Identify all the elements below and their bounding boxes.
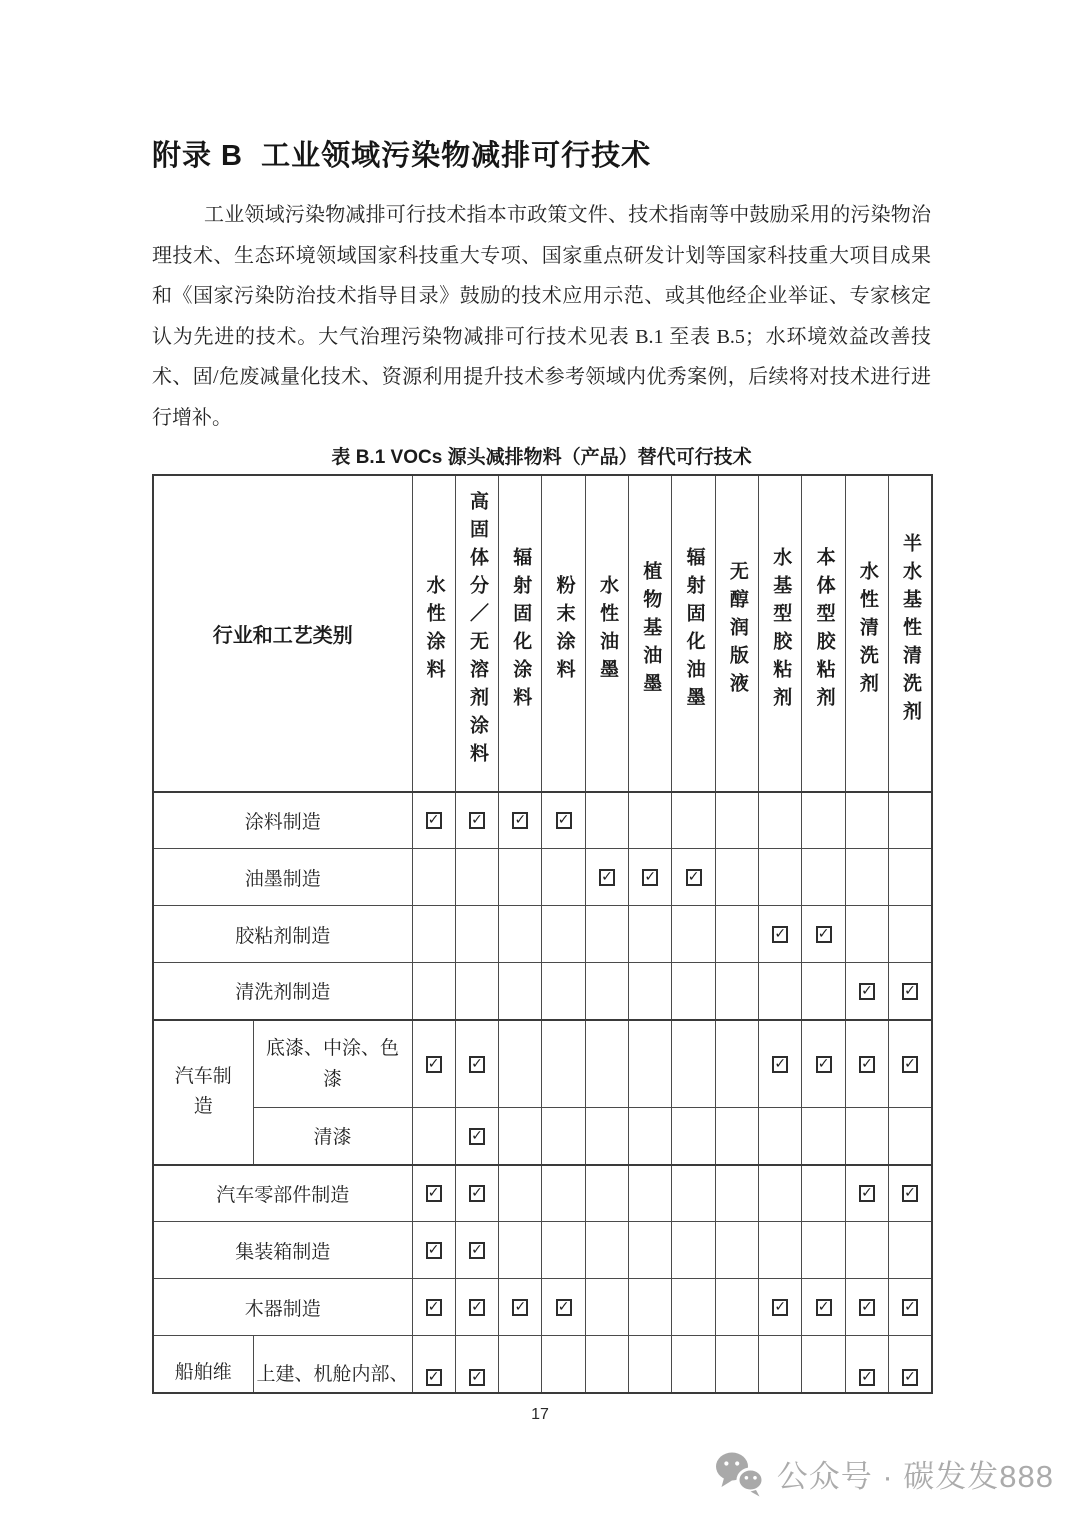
column-header-label: 高固体分／无溶剂涂料	[466, 490, 488, 771]
check-cell	[629, 1020, 672, 1108]
row-label: 汽车零部件制造	[153, 1165, 412, 1222]
check-cell	[542, 963, 585, 1020]
check-cell	[499, 792, 542, 849]
column-header	[629, 475, 672, 792]
check-cell	[889, 1020, 932, 1108]
column-header-label: 植物基油墨	[640, 560, 662, 701]
watermark	[713, 1450, 1054, 1497]
check-cell	[759, 1222, 802, 1279]
table-row	[153, 1108, 932, 1165]
check-cell	[845, 963, 888, 1020]
check-cell	[499, 1336, 542, 1393]
check-cell	[802, 849, 845, 906]
check-cell	[845, 1279, 888, 1336]
check-cell	[455, 1165, 498, 1222]
checkbox-checked-icon: ✓	[772, 926, 788, 943]
check-cell	[585, 906, 628, 963]
check-cell	[845, 906, 888, 963]
row-group-label: 汽车制造	[153, 1020, 253, 1165]
check-cell	[542, 1020, 585, 1108]
check-cell	[499, 849, 542, 906]
check-cell	[499, 1279, 542, 1336]
check-cell	[759, 1020, 802, 1108]
column-header-label: 水性清洗剂	[856, 560, 878, 701]
checkbox-checked-icon: ✓	[902, 1369, 918, 1386]
check-cell	[629, 906, 672, 963]
checkbox-checked-icon: ✓	[512, 812, 528, 829]
check-cell	[455, 1336, 498, 1393]
check-cell	[412, 1336, 455, 1393]
check-cell	[585, 1108, 628, 1165]
check-cell	[412, 1222, 455, 1279]
check-cell	[542, 1336, 585, 1393]
checkbox-checked-icon: ✓	[469, 812, 485, 829]
check-cell	[715, 906, 758, 963]
table-row	[153, 963, 932, 1020]
check-cell	[499, 1222, 542, 1279]
column-header-label: 辐射固化油墨	[683, 546, 705, 715]
column-header	[845, 475, 888, 792]
column-header	[585, 475, 628, 792]
check-cell	[542, 1279, 585, 1336]
check-cell	[715, 1336, 758, 1393]
check-cell	[672, 906, 715, 963]
checkbox-checked-icon: ✓	[426, 812, 442, 829]
check-cell	[672, 1279, 715, 1336]
check-cell	[802, 1165, 845, 1222]
check-cell	[802, 906, 845, 963]
table-row	[153, 792, 932, 849]
check-cell	[889, 849, 932, 906]
row-label: 上建、机舱内部、	[253, 1336, 412, 1393]
checkbox-checked-icon: ✓	[686, 869, 702, 886]
check-cell	[542, 792, 585, 849]
check-cell	[629, 849, 672, 906]
checkbox-checked-icon: ✓	[426, 1299, 442, 1316]
check-cell	[499, 963, 542, 1020]
table-caption: 表 B.1 VOCs 源头减排物料（产品）替代可行技术	[331, 446, 752, 468]
row-label: 木器制造	[153, 1279, 412, 1336]
checkbox-checked-icon: ✓	[772, 1299, 788, 1316]
checkbox-checked-icon: ✓	[426, 1185, 442, 1202]
checkbox-checked-icon: ✓	[642, 869, 658, 886]
checkbox-checked-icon: ✓	[469, 1056, 485, 1073]
check-cell	[759, 1279, 802, 1336]
check-cell	[585, 1336, 628, 1393]
check-cell	[845, 1165, 888, 1222]
column-header	[715, 475, 758, 792]
checkbox-checked-icon: ✓	[902, 1185, 918, 1202]
check-cell	[802, 1279, 845, 1336]
check-cell	[715, 792, 758, 849]
check-cell	[802, 1108, 845, 1165]
check-cell	[542, 906, 585, 963]
checkbox-checked-icon: ✓	[469, 1185, 485, 1202]
check-cell	[412, 792, 455, 849]
voc-substitution-table	[152, 474, 933, 1394]
check-cell	[845, 849, 888, 906]
column-header	[889, 475, 932, 792]
check-cell	[889, 1336, 932, 1393]
check-cell	[802, 1336, 845, 1393]
check-cell	[455, 906, 498, 963]
checkbox-checked-icon: ✓	[816, 1299, 832, 1316]
check-cell	[672, 849, 715, 906]
check-cell	[542, 1108, 585, 1165]
check-cell	[759, 792, 802, 849]
table-row	[153, 1279, 932, 1336]
check-cell	[889, 1279, 932, 1336]
check-cell	[542, 1165, 585, 1222]
column-header-label: 无醇润版液	[726, 560, 748, 701]
checkbox-checked-icon: ✓	[426, 1242, 442, 1259]
check-cell	[585, 1165, 628, 1222]
checkbox-checked-icon: ✓	[469, 1369, 485, 1386]
check-cell	[802, 963, 845, 1020]
page-title: 附录 B 工业领域污染物减排可行技术	[152, 140, 652, 172]
row-label: 清漆	[253, 1108, 412, 1165]
check-cell	[585, 1222, 628, 1279]
check-cell	[629, 1165, 672, 1222]
column-header-label: 水基型胶粘剂	[770, 546, 792, 715]
check-cell	[759, 849, 802, 906]
check-cell	[672, 1336, 715, 1393]
check-cell	[412, 1165, 455, 1222]
check-cell	[629, 963, 672, 1020]
check-cell	[455, 1222, 498, 1279]
wechat-logo-icon	[713, 1450, 765, 1497]
check-cell	[759, 1165, 802, 1222]
checkbox-checked-icon: ✓	[469, 1128, 485, 1145]
check-cell	[455, 849, 498, 906]
row-label: 底漆、中涂、色漆	[253, 1020, 412, 1108]
row-label: 油墨制造	[153, 849, 412, 906]
check-cell	[715, 1108, 758, 1165]
table-body	[153, 792, 932, 1393]
check-cell	[672, 963, 715, 1020]
check-cell	[889, 1222, 932, 1279]
check-cell	[629, 1336, 672, 1393]
check-cell	[412, 849, 455, 906]
column-header-label: 粉末涂料	[553, 574, 575, 687]
row-label: 涂料制造	[153, 792, 412, 849]
check-cell	[629, 792, 672, 849]
check-cell	[585, 963, 628, 1020]
row-label: 清洗剂制造	[153, 963, 412, 1020]
check-cell	[629, 1108, 672, 1165]
checkbox-checked-icon: ✓	[902, 1299, 918, 1316]
checkbox-checked-icon: ✓	[556, 1299, 572, 1316]
column-header	[412, 475, 455, 792]
row-label: 集装箱制造	[153, 1222, 412, 1279]
check-cell	[759, 906, 802, 963]
check-cell	[672, 1165, 715, 1222]
check-cell	[412, 906, 455, 963]
check-cell	[845, 1222, 888, 1279]
check-cell	[845, 1020, 888, 1108]
column-header	[672, 475, 715, 792]
check-cell	[889, 1108, 932, 1165]
check-cell	[802, 792, 845, 849]
check-cell	[715, 1020, 758, 1108]
column-header-label: 水性涂料	[423, 574, 445, 687]
checkbox-checked-icon: ✓	[599, 869, 615, 886]
check-cell	[672, 792, 715, 849]
check-cell	[585, 849, 628, 906]
check-cell	[889, 906, 932, 963]
check-cell	[455, 963, 498, 1020]
column-header	[542, 475, 585, 792]
checkbox-checked-icon: ✓	[859, 1185, 875, 1202]
check-cell	[759, 1108, 802, 1165]
check-cell	[845, 1336, 888, 1393]
row-group-label: 船舶维	[153, 1336, 253, 1393]
column-header	[802, 475, 845, 792]
checkbox-checked-icon: ✓	[859, 983, 875, 1000]
checkbox-checked-icon: ✓	[469, 1299, 485, 1316]
check-cell	[412, 1279, 455, 1336]
check-cell	[889, 1165, 932, 1222]
table-row	[153, 1336, 932, 1393]
table-row	[153, 1222, 932, 1279]
corner-header: 行业和工艺类别	[153, 475, 412, 792]
check-cell	[672, 1108, 715, 1165]
check-cell	[499, 1020, 542, 1108]
page-content	[152, 0, 931, 1394]
page-number: 17	[531, 1406, 549, 1423]
column-header	[455, 475, 498, 792]
table-row	[153, 906, 932, 963]
column-header-label: 本体型胶粘剂	[813, 546, 835, 715]
check-cell	[802, 1020, 845, 1108]
checkbox-checked-icon: ✓	[512, 1299, 528, 1316]
check-cell	[412, 1108, 455, 1165]
check-cell	[759, 963, 802, 1020]
check-cell	[845, 792, 888, 849]
check-cell	[759, 1336, 802, 1393]
check-cell	[715, 1222, 758, 1279]
check-cell	[585, 792, 628, 849]
column-header-label: 水性油墨	[596, 574, 618, 687]
watermark-label: 公众号 · 碳发发888	[776, 1459, 1054, 1494]
check-cell	[455, 1108, 498, 1165]
check-cell	[412, 1020, 455, 1108]
check-cell	[715, 963, 758, 1020]
table-row	[153, 1165, 932, 1222]
checkbox-checked-icon: ✓	[859, 1056, 875, 1073]
check-cell	[455, 792, 498, 849]
checkbox-checked-icon: ✓	[556, 812, 572, 829]
check-cell	[629, 1222, 672, 1279]
check-cell	[585, 1020, 628, 1108]
check-cell	[499, 906, 542, 963]
column-header-label: 辐射固化涂料	[510, 546, 532, 715]
check-cell	[802, 1222, 845, 1279]
checkbox-checked-icon: ✓	[816, 1056, 832, 1073]
checkbox-checked-icon: ✓	[816, 926, 832, 943]
check-cell	[499, 1165, 542, 1222]
column-header	[759, 475, 802, 792]
check-cell	[672, 1020, 715, 1108]
check-cell	[715, 849, 758, 906]
column-header	[499, 475, 542, 792]
check-cell	[889, 963, 932, 1020]
check-cell	[542, 849, 585, 906]
table-row	[153, 1020, 932, 1108]
table-row	[153, 849, 932, 906]
check-cell	[672, 1222, 715, 1279]
checkbox-checked-icon: ✓	[426, 1056, 442, 1073]
checkbox-checked-icon: ✓	[902, 1056, 918, 1073]
checkbox-checked-icon: ✓	[859, 1299, 875, 1316]
row-label: 胶粘剂制造	[153, 906, 412, 963]
check-cell	[412, 963, 455, 1020]
check-cell	[845, 1108, 888, 1165]
check-cell	[542, 1222, 585, 1279]
check-cell	[455, 1279, 498, 1336]
checkbox-checked-icon: ✓	[902, 983, 918, 1000]
check-cell	[629, 1279, 672, 1336]
check-cell	[715, 1165, 758, 1222]
check-cell	[889, 792, 932, 849]
check-cell	[585, 1279, 628, 1336]
column-header-label: 半水基性清洗剂	[899, 532, 921, 729]
check-cell	[499, 1108, 542, 1165]
body-paragraph: 工业领域污染物减排可行技术指本市政策文件、技术指南等中鼓励采用的污染物治理技术、生态环境领域国家科技重大专项、国家重点研发计划等国家科技重大项目成果和《国家污染防治技术指导目录》鼓励的技术应用示范、或其他经企业举证、专家核定认为先进的技术。大气治理污染物减排可行技术见表 B.1 至表 B.5；水环境效益改善技术、固/危废减量化技术、资源利用提升技术参考领域内优秀案例，后续将对技术进行进行增补。	[152, 204, 931, 429]
check-cell	[455, 1020, 498, 1108]
header-row	[153, 475, 932, 792]
checkbox-checked-icon: ✓	[859, 1369, 875, 1386]
checkbox-checked-icon: ✓	[469, 1242, 485, 1259]
checkbox-checked-icon: ✓	[772, 1056, 788, 1073]
checkbox-checked-icon: ✓	[426, 1369, 442, 1386]
check-cell	[715, 1279, 758, 1336]
